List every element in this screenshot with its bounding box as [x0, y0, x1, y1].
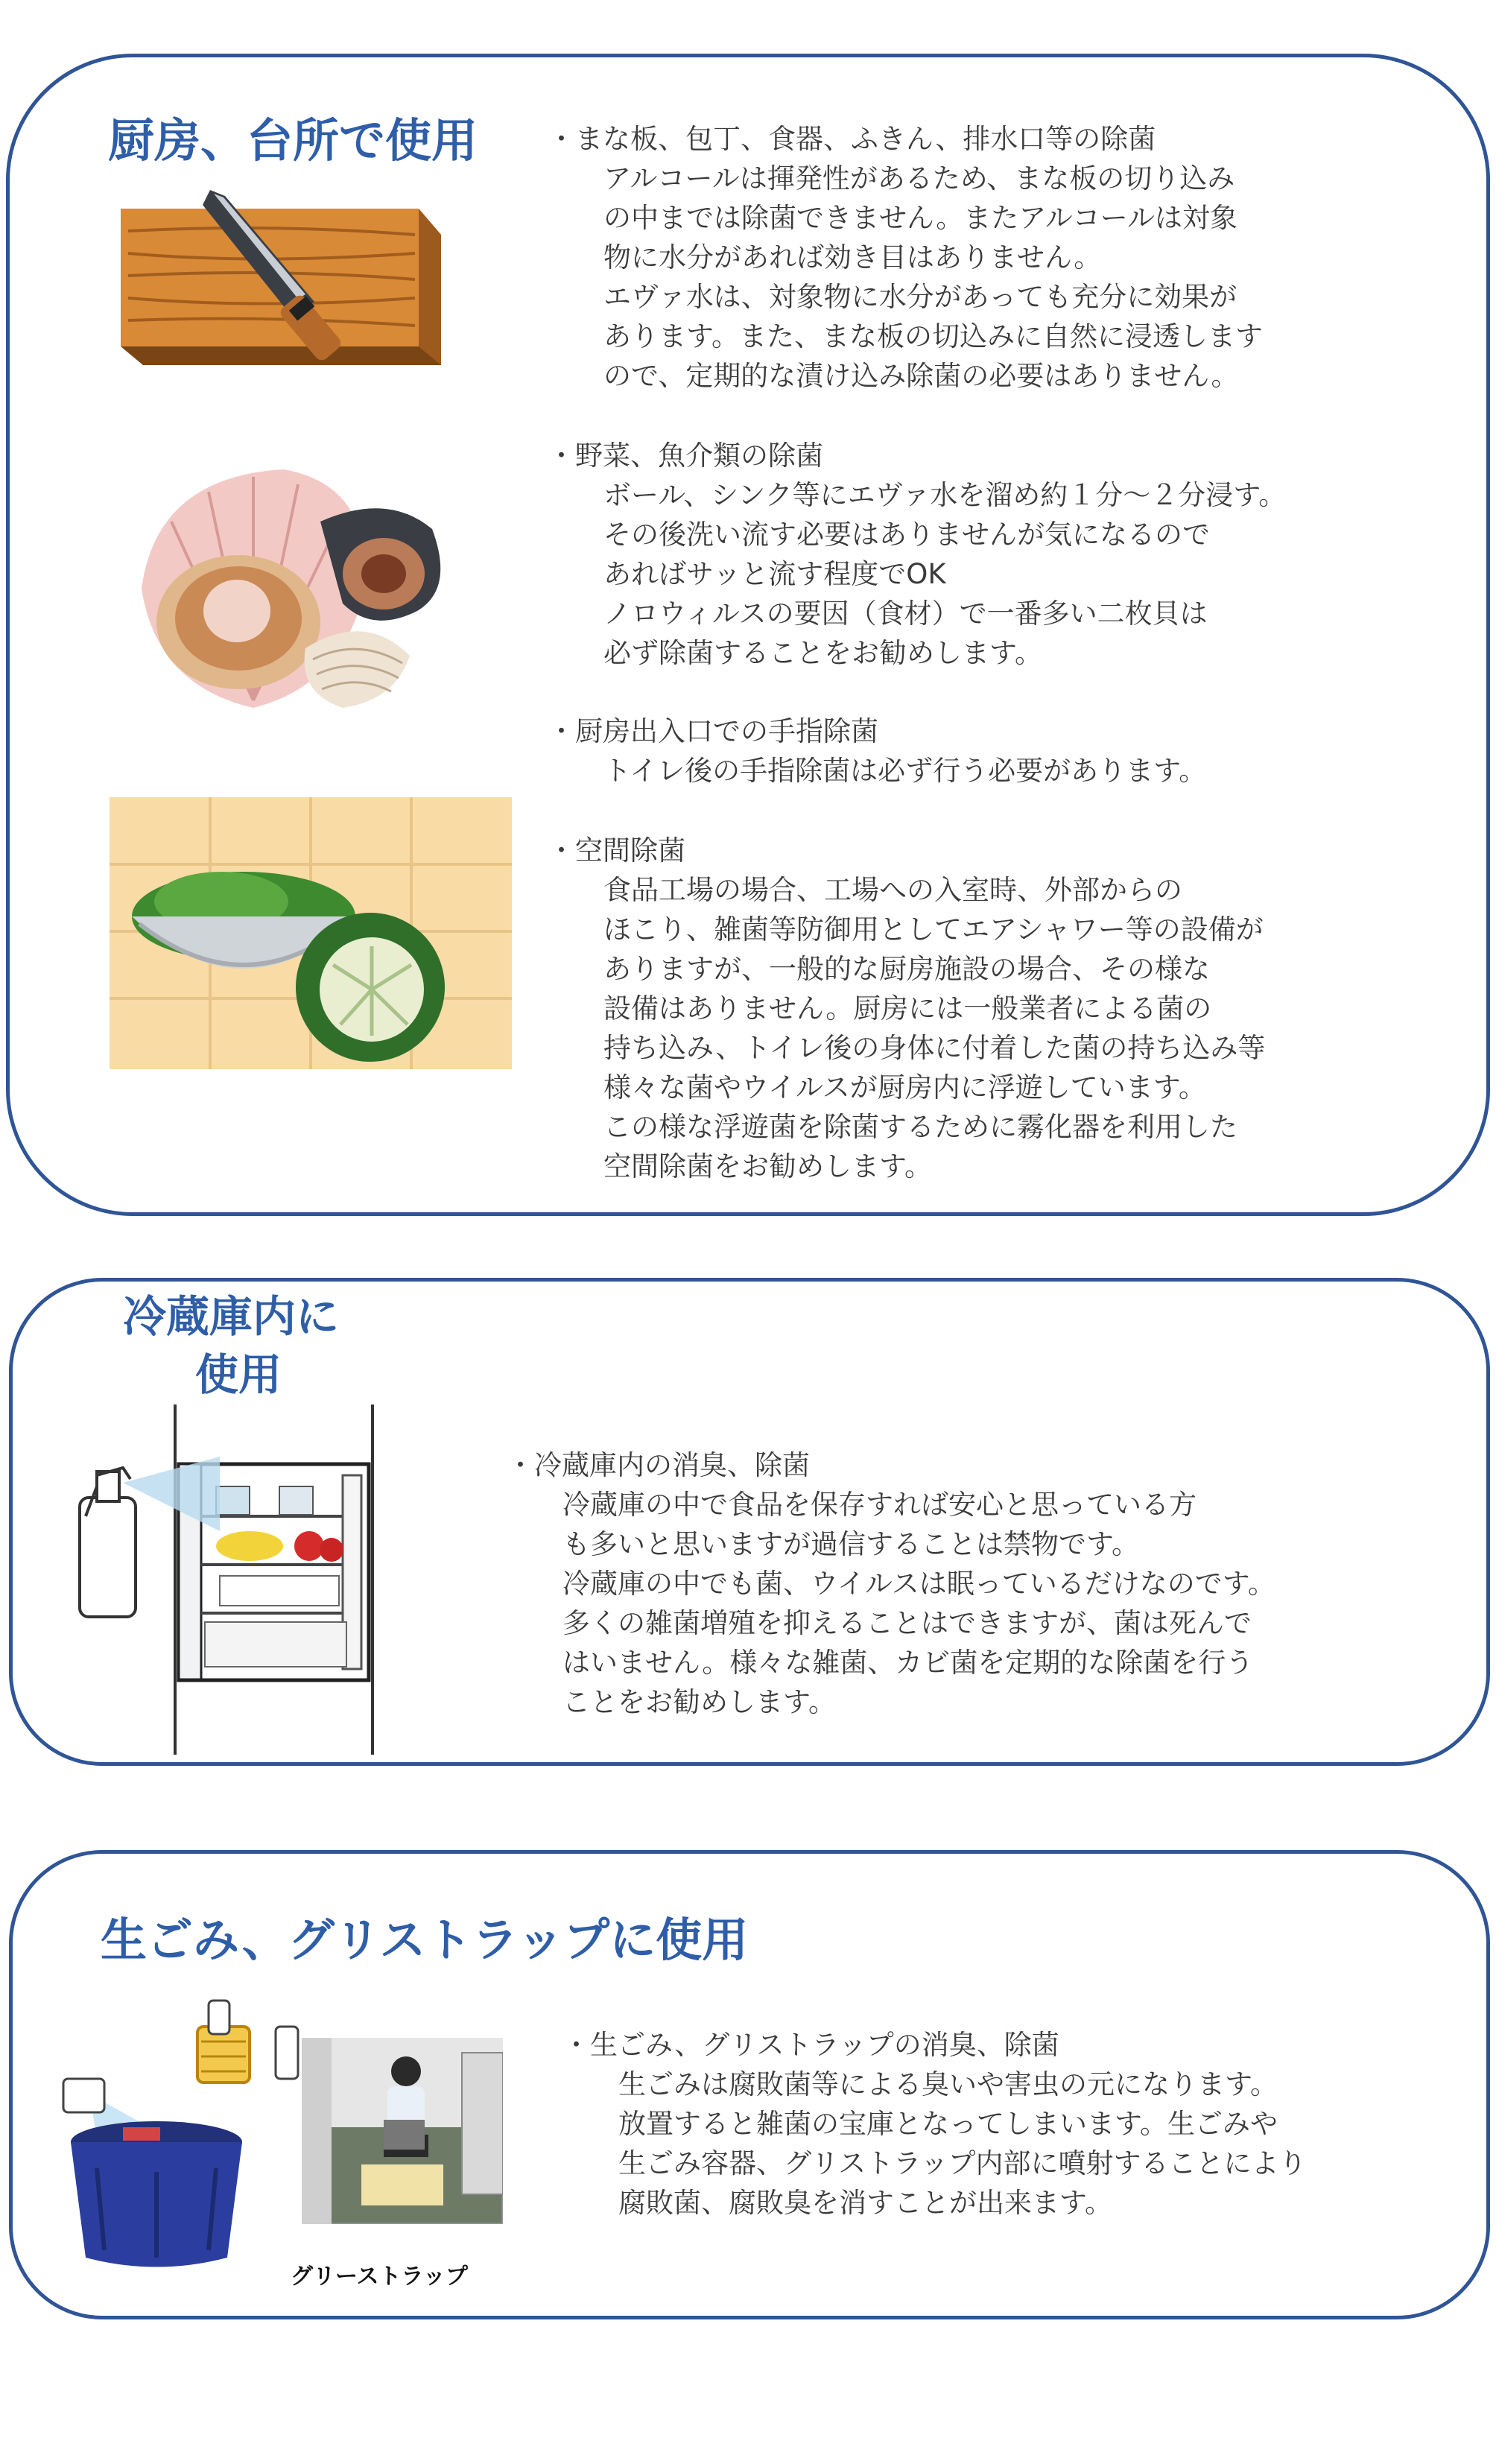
entry-line: 生ごみは腐敗菌等による臭いや害虫の元になります。	[618, 2068, 1278, 2100]
entry-line: エヴァ水は、対象物に水分があっても充分に効果が	[603, 281, 1237, 313]
entry-line: アルコールは揮発性があるため、まな板の切り込み	[603, 162, 1235, 194]
entry-line: 生ごみ容器、グリストラップ内部に噴射することにより	[618, 2147, 1307, 2179]
entry-space-sanitizing	[548, 831, 1265, 1186]
entry-title: ・ 冷蔵庫内の消臭、除菌	[507, 1445, 1275, 1485]
entry-title: ・ まな板、包丁、食器、ふきん、排水口等の除菌	[548, 119, 1263, 159]
entry-line: 物に水分があれば効き目はありません。	[603, 241, 1102, 273]
refrigerator-heading-line2: 使用	[195, 1349, 282, 1400]
entry-line: 様々な菌やウイルスが厨房内に浮遊しています。	[603, 1071, 1206, 1103]
entry-line: ノロウィルスの要因（食材）で一番多い二枚貝は	[603, 598, 1208, 630]
entry-line: ことをお勧めします。	[562, 1686, 837, 1718]
entry-line: 持ち込み、トイレ後の身体に付着した菌の持ち込み等	[603, 1032, 1266, 1064]
trash-can-illustration	[60, 1997, 305, 2280]
garbage-heading: 生ごみ、グリストラップに使用	[101, 1913, 749, 1967]
entry-garbage	[562, 2025, 1307, 2223]
entry-line: 冷蔵庫の中で食品を保存すれば安心と思っている方	[562, 1489, 1197, 1521]
entry-line: 食品工場の場合、工場への入室時、外部からの	[603, 874, 1182, 906]
entry-line: 放置すると雑菌の宝庫となってしまいます。生ごみや	[618, 2108, 1278, 2140]
entry-line: ありますが、一般的な厨房施設の場合、その様な	[603, 953, 1210, 985]
entry-title: ・ 野菜、魚介類の除菌	[548, 436, 1286, 475]
entry-refrigerator	[507, 1445, 1275, 1722]
entry-line: 冷蔵庫の中でも菌、ウイルスは眠っているだけなのです。	[562, 1568, 1275, 1600]
entry-title: ・ 生ごみ、グリストラップの消臭、除菌	[562, 2025, 1307, 2065]
entry-line: 空間除菌をお勧めします。	[603, 1150, 933, 1182]
entry-line: あります。また、まな板の切込みに自然に浸透します	[603, 320, 1264, 352]
entry-line: はいません。様々な雑菌、カビ菌を定期的な除菌を行う	[562, 1647, 1254, 1679]
entry-line: ほこり、雑菌等防御用としてエアシャワー等の設備が	[603, 913, 1264, 946]
refrigerator-illustration	[71, 1404, 399, 1758]
entry-cutting-board	[548, 119, 1263, 396]
entry-line: その後洗い流す必要はありませんが気になるので	[603, 519, 1210, 551]
refrigerator-heading-line1: 冷蔵庫内に	[123, 1291, 340, 1342]
shellfish-illustration	[127, 462, 469, 723]
entry-line: 腐敗菌、腐敗臭を消すことが出来ます。	[618, 2187, 1113, 2219]
kitchen-heading: 厨房、台所で使用	[108, 113, 478, 168]
entry-line: ボール、シンク等にエヴァ水を溜め約１分～２分浸す。	[603, 479, 1287, 511]
vegetables-illustration	[110, 797, 512, 1069]
grease-trap-photo	[302, 2038, 503, 2224]
entry-vegetables-seafood	[548, 436, 1286, 673]
entry-line: も多いと思いますが過信することは禁物です。	[562, 1528, 1140, 1560]
entry-line: トイレ後の手指除菌は必ず行う必要があります。	[603, 755, 1207, 787]
cutting-board-knife-illustration	[121, 190, 449, 376]
grease-trap-caption: グリーストラップ	[291, 2264, 468, 2290]
entry-line: の中までは除菌できません。またアルコールは対象	[603, 202, 1237, 234]
entry-line: あればサッと流す程度でOK	[603, 558, 946, 590]
entry-hand-sanitizing	[548, 712, 1206, 791]
entry-line: ので、定期的な漬け込み除菌の必要はありません。	[603, 360, 1239, 392]
entry-title: ・ 厨房出入口での手指除菌	[548, 712, 1206, 751]
entry-line: この様な浮遊菌を除菌するために霧化器を利用した	[603, 1111, 1237, 1143]
entry-title: ・ 空間除菌	[548, 831, 1265, 870]
entry-line: 多くの雑菌増殖を抑えることはできますが、菌は死んで	[562, 1607, 1252, 1639]
entry-line: 必ず除菌することをお勧めします。	[603, 637, 1043, 669]
entry-line: 設備はありません。厨房には一般業者による菌の	[603, 992, 1212, 1024]
